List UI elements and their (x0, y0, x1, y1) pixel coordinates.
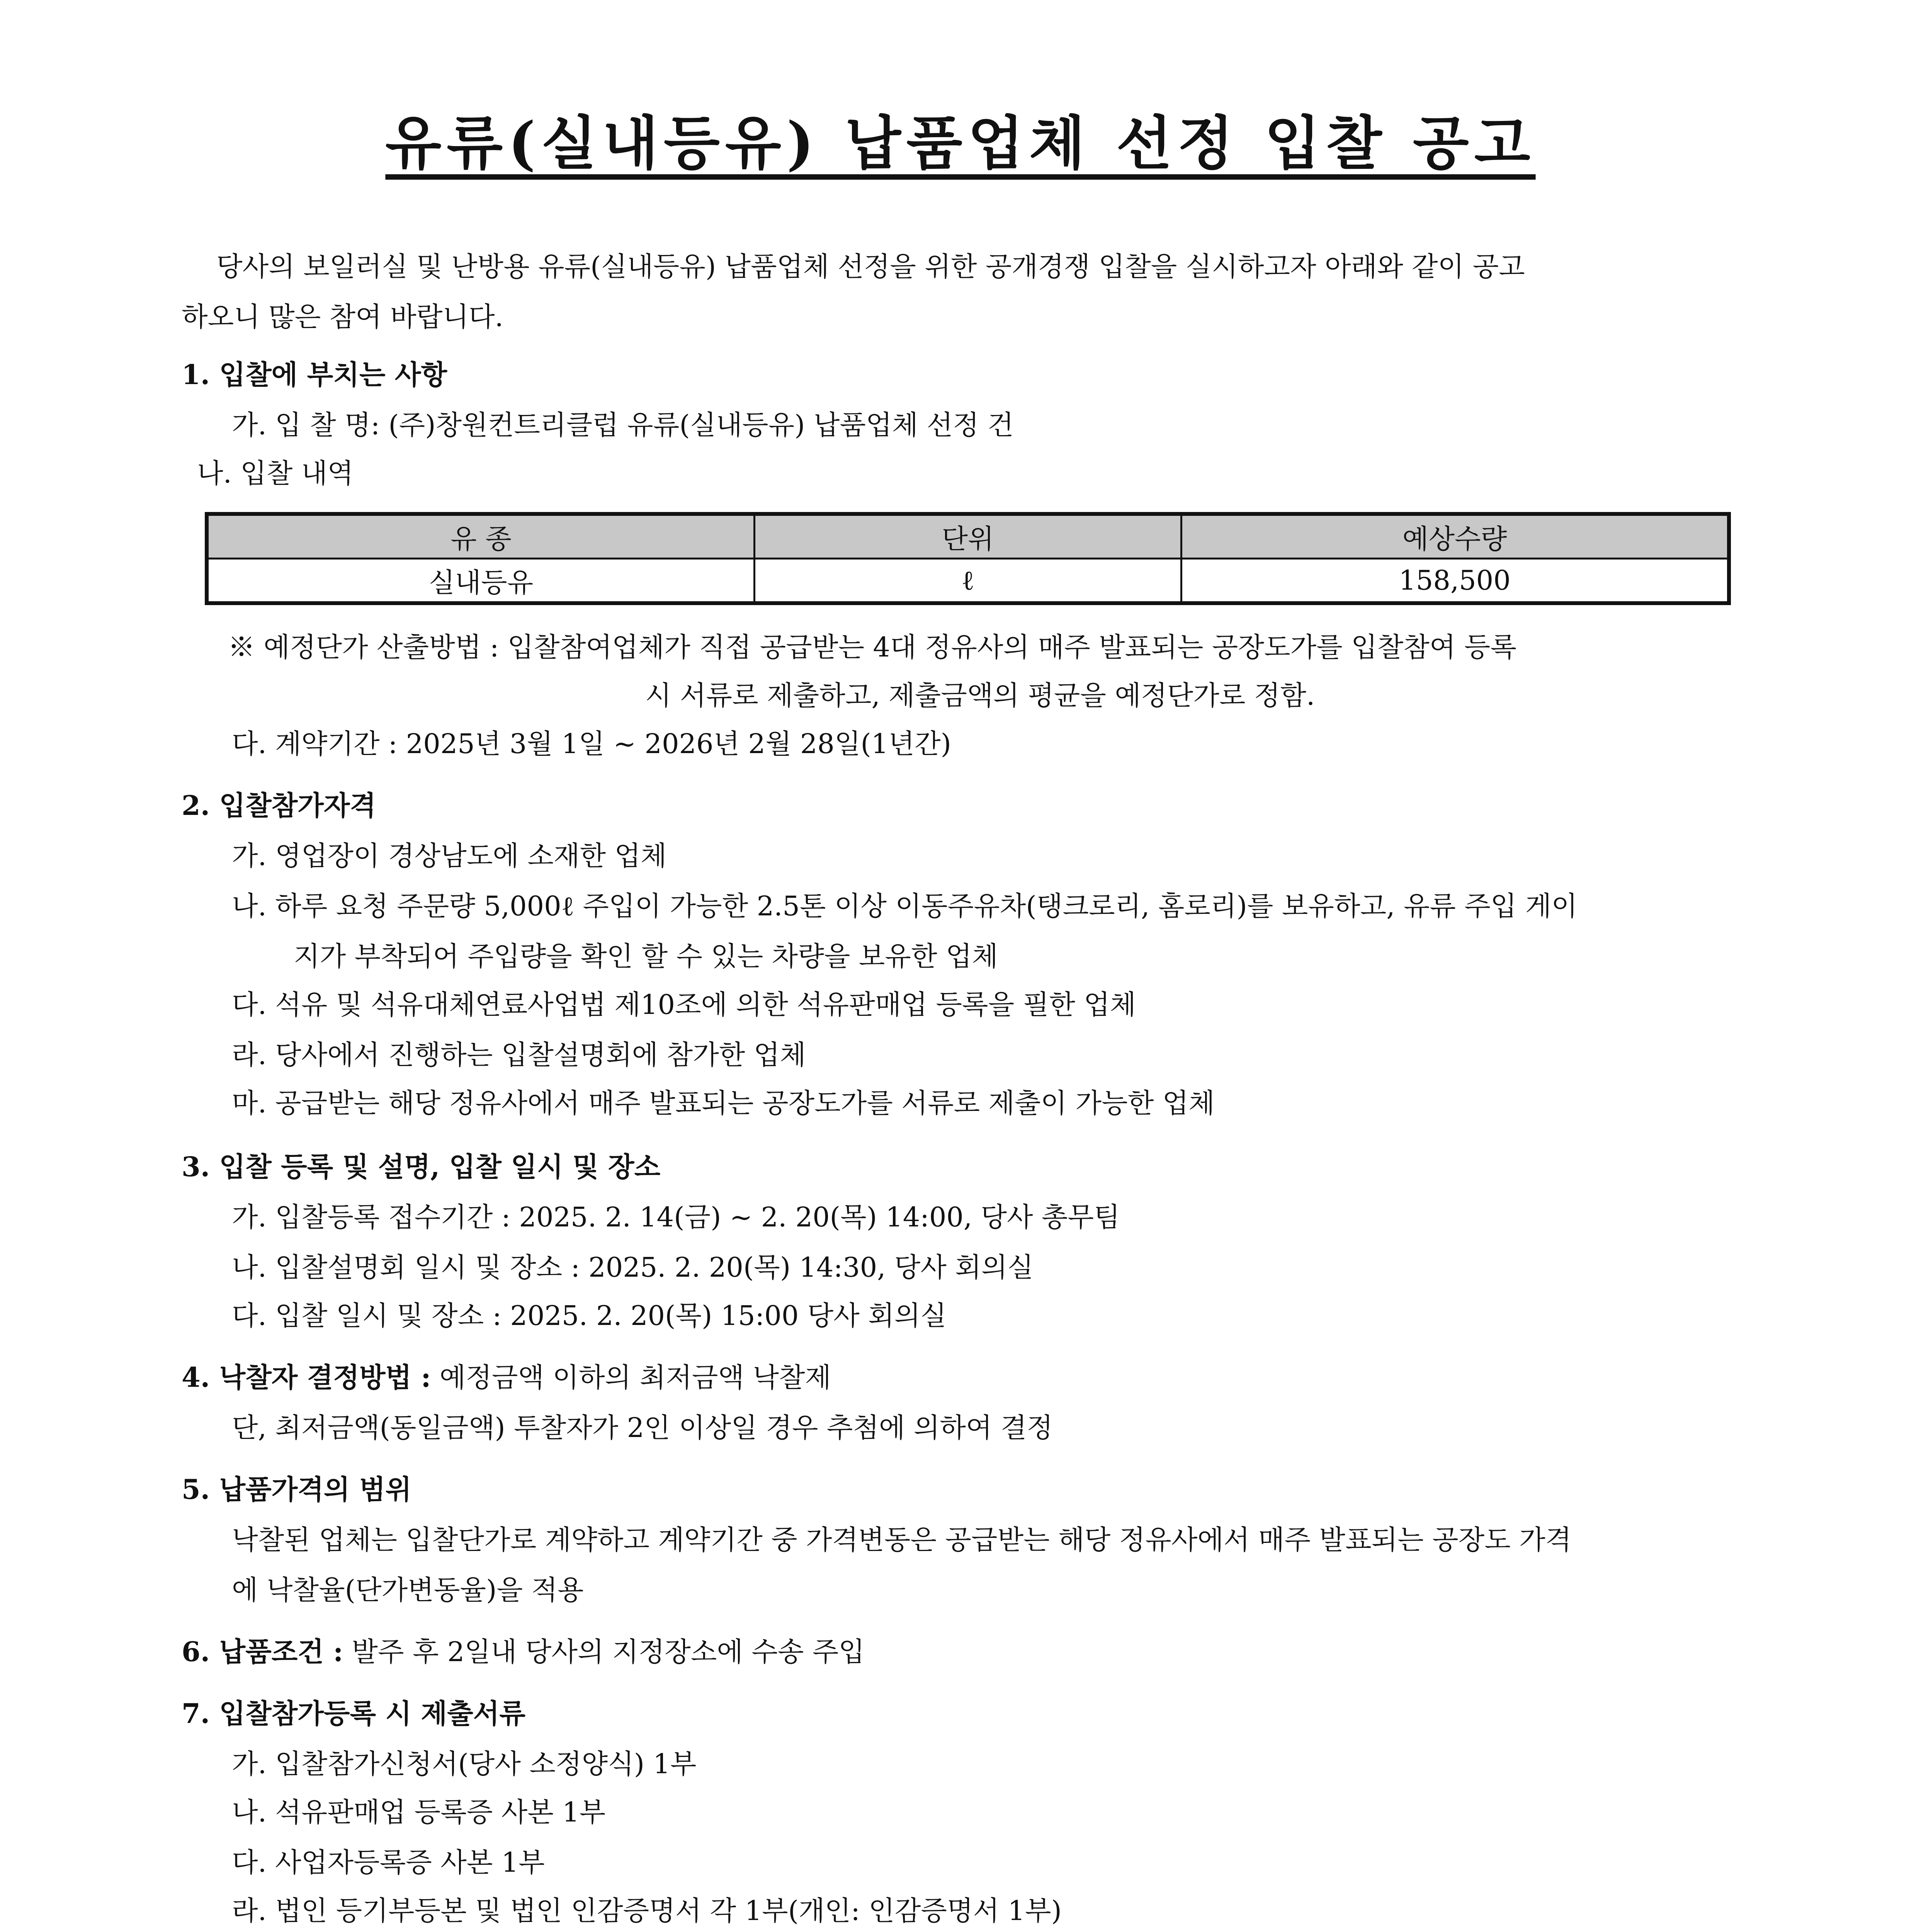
s3-item-a: 가. 입찰등록 접수기간 : 2025. 2. 14(금) ~ 2. 20(목) 14:00, 당사 총무팀 (232, 1201, 1120, 1233)
intro-line-2: 하오니 많은 참여 바랍니다. (182, 301, 503, 333)
header-quantity: 예상수량 (1182, 514, 1729, 559)
section-5-heading: 5. 납품가격의 범위 (182, 1473, 412, 1505)
intro-line-1: 당사의 보일러실 및 난방용 유류(실내등유) 납품업체 선정을 위한 공개경쟁 입찰을 실시하고자 아래와 같이 공고 (216, 251, 1525, 282)
list-item: 가. 입찰참가신청서(당사 소정양식) 1부 (232, 1748, 697, 1780)
s1-note-1: ※ 예정단가 산출방법 : 입찰참여업체가 직접 공급받는 4대 정유사의 매주 발표되는 공장도가를 입찰참여 등록 (228, 631, 1517, 663)
s1-item-a: 가. 입 찰 명: (주)창원컨트리클럽 유류(실내등유) 납품업체 선정 건 (232, 409, 1014, 441)
s2-item-c: 다. 석유 및 석유대체연료사업법 제10조에 의한 석유판매업 등록을 필한 업체 (232, 989, 1136, 1020)
header-unit: 단위 (755, 514, 1182, 559)
cell-quantity: 158,500 (1182, 559, 1729, 604)
section-4-heading: 4. 낙찰자 결정방법 : (182, 1361, 431, 1393)
list-item: 나. 석유판매업 등록증 사본 1부 (232, 1796, 606, 1828)
s3-item-c: 다. 입찰 일시 및 장소 : 2025. 2. 20(목) 15:00 당사 회의실 (232, 1300, 947, 1332)
section-3-heading: 3. 입찰 등록 및 설명, 입찰 일시 및 장소 (182, 1151, 661, 1183)
s3-item-b: 나. 입찰설명회 일시 및 장소 : 2025. 2. 20(목) 14:30, 당사 회의실 (232, 1252, 1034, 1283)
table-row (207, 559, 1729, 604)
s2-item-d: 라. 당사에서 진행하는 입찰설명회에 참가한 업체 (232, 1039, 806, 1071)
list-item: 라. 법인 등기부등본 및 법인 인감증명서 각 1부(개인: 인감증명서 1부) (232, 1895, 1062, 1927)
s5-text-2: 에 낙찰율(단가변동율)을 적용 (232, 1574, 584, 1606)
s1-item-c: 다. 계약기간 : 2025년 3월 1일 ~ 2026년 2월 28일(1년간) (232, 728, 951, 760)
s1-note-2: 시 서류로 제출하고, 제출금액의 평균을 예정단가로 정함. (645, 680, 1315, 711)
bid-table-header (207, 514, 1729, 559)
cell-unit: ℓ (755, 559, 1182, 604)
section-4 (182, 1361, 831, 1393)
section-6 (182, 1636, 865, 1668)
header-oil-type: 유 종 (207, 514, 755, 559)
s4-note: 단, 최저금액(동일금액) 투찰자가 2인 이상일 경우 추첨에 의하여 결정 (232, 1412, 1053, 1444)
s2-item-b-1: 나. 하루 요청 주문량 5,000ℓ 주입이 가능한 2.5톤 이상 이동주유차(탱크로리, 홈로리)를 보유하고, 유류 주입 게이 (232, 890, 1578, 922)
bid-table (205, 512, 1731, 605)
section-1-heading: 1. 입찰에 부치는 사항 (182, 359, 447, 391)
s2-item-b-2: 지가 부착되어 주입량을 확인 할 수 있는 차량을 보유한 업체 (294, 940, 998, 972)
cell-oil-type: 실내등유 (207, 559, 755, 604)
section-7-heading: 7. 입찰참가등록 시 제출서류 (182, 1697, 526, 1730)
s2-item-a: 가. 영업장이 경상남도에 소재한 업체 (232, 840, 667, 872)
section-2-heading: 2. 입찰참가자격 (182, 789, 376, 821)
s2-item-e: 마. 공급받는 해당 정유사에서 매주 발표되는 공장도가를 서류로 제출이 가능한 업체 (232, 1087, 1215, 1119)
section-6-heading: 6. 납품조건 : (182, 1636, 343, 1668)
list-item: 다. 사업자등록증 사본 1부 (232, 1847, 545, 1878)
s5-text-1: 낙찰된 업체는 입찰단가로 계약하고 계약기간 중 가격변동은 공급받는 해당 정유사에서 매주 발표되는 공장도 가격 (232, 1524, 1572, 1556)
s1-item-b: 나. 입찰 내역 (197, 457, 354, 489)
document-title: 유류(실내등유) 납품업체 선정 입찰 공고 (385, 109, 1536, 177)
section-6-condition: 발주 후 2일내 당사의 지정장소에 수송 주입 (343, 1636, 865, 1668)
section-4-method: 예정금액 이하의 최저금액 낙찰제 (431, 1362, 831, 1393)
